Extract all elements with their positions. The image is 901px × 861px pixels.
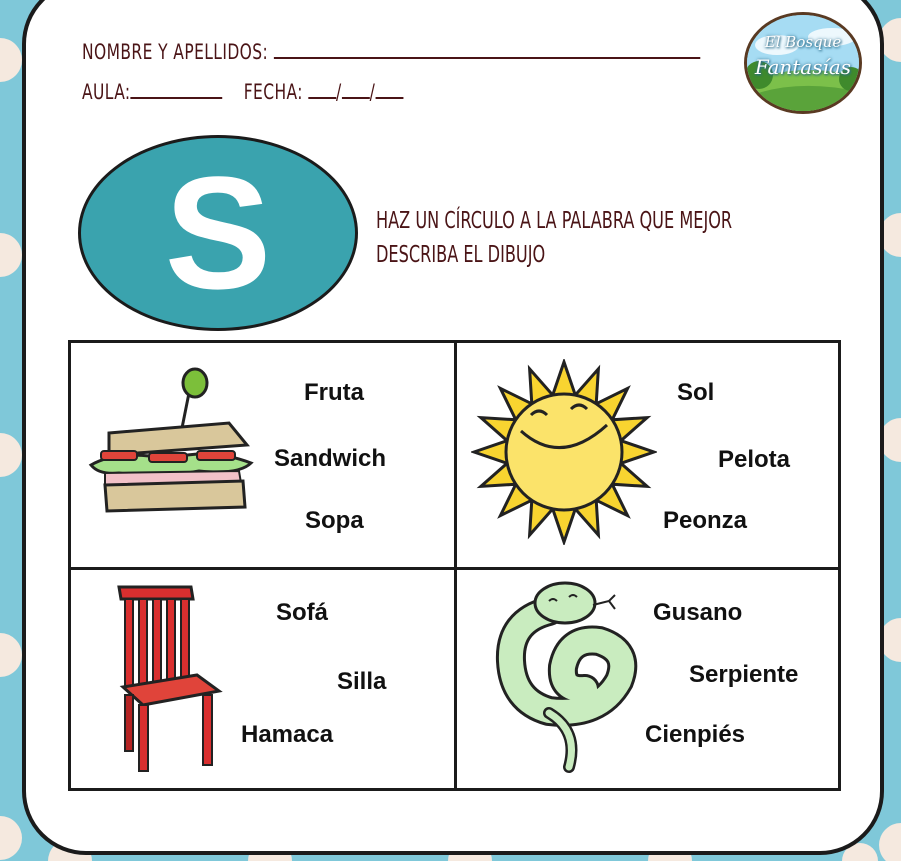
logo-line-2: Fantasías bbox=[754, 55, 852, 79]
word-option[interactable]: Fruta bbox=[304, 379, 364, 406]
word-option[interactable]: Silla bbox=[337, 668, 387, 695]
word-option[interactable]: Sol bbox=[677, 379, 715, 406]
grid-divider-horizontal bbox=[71, 567, 838, 570]
class-date-row bbox=[82, 80, 403, 104]
date-year-blank[interactable] bbox=[375, 81, 403, 99]
grid-divider-vertical bbox=[454, 343, 457, 788]
word-option[interactable]: Sopa bbox=[305, 507, 364, 534]
class-blank[interactable] bbox=[131, 81, 223, 99]
date-day-blank[interactable] bbox=[308, 81, 336, 99]
instruction-line-1: HAZ UN CÍRCULO A LA PALABRA QUE MEJOR bbox=[376, 208, 733, 234]
word-option[interactable]: Pelota bbox=[718, 446, 791, 473]
class-label: AULA: bbox=[82, 80, 131, 104]
word-option[interactable]: Hamaca bbox=[241, 721, 334, 748]
instruction-line-2: DESCRIBA EL DIBUJO bbox=[376, 242, 546, 268]
date-separator: / bbox=[336, 80, 342, 104]
date-separator: / bbox=[369, 80, 376, 104]
name-label: NOMBRE Y APELLIDOS: bbox=[82, 40, 269, 64]
snake-icon bbox=[489, 581, 649, 777]
date-month-blank[interactable] bbox=[342, 81, 370, 99]
chair-icon bbox=[111, 583, 231, 775]
letter-oval bbox=[78, 135, 358, 331]
sandwich-icon bbox=[79, 363, 259, 533]
brand-logo bbox=[744, 12, 862, 114]
word-option[interactable]: Serpiente bbox=[689, 661, 799, 688]
instructions bbox=[376, 204, 732, 272]
featured-letter: S bbox=[164, 143, 272, 322]
word-option[interactable]: Gusano bbox=[653, 599, 743, 626]
name-blank[interactable] bbox=[273, 41, 699, 59]
picture-word-grid bbox=[68, 340, 841, 791]
logo-line-1: El Bosque bbox=[764, 33, 842, 51]
word-option[interactable]: Sofá bbox=[276, 599, 329, 626]
date-label: FECHA: bbox=[243, 80, 303, 104]
word-option[interactable]: Sandwich bbox=[274, 445, 387, 472]
name-row bbox=[82, 40, 700, 64]
sun-icon bbox=[471, 359, 657, 545]
word-option[interactable]: Cienpiés bbox=[645, 721, 746, 748]
word-option[interactable]: Peonza bbox=[663, 507, 748, 534]
